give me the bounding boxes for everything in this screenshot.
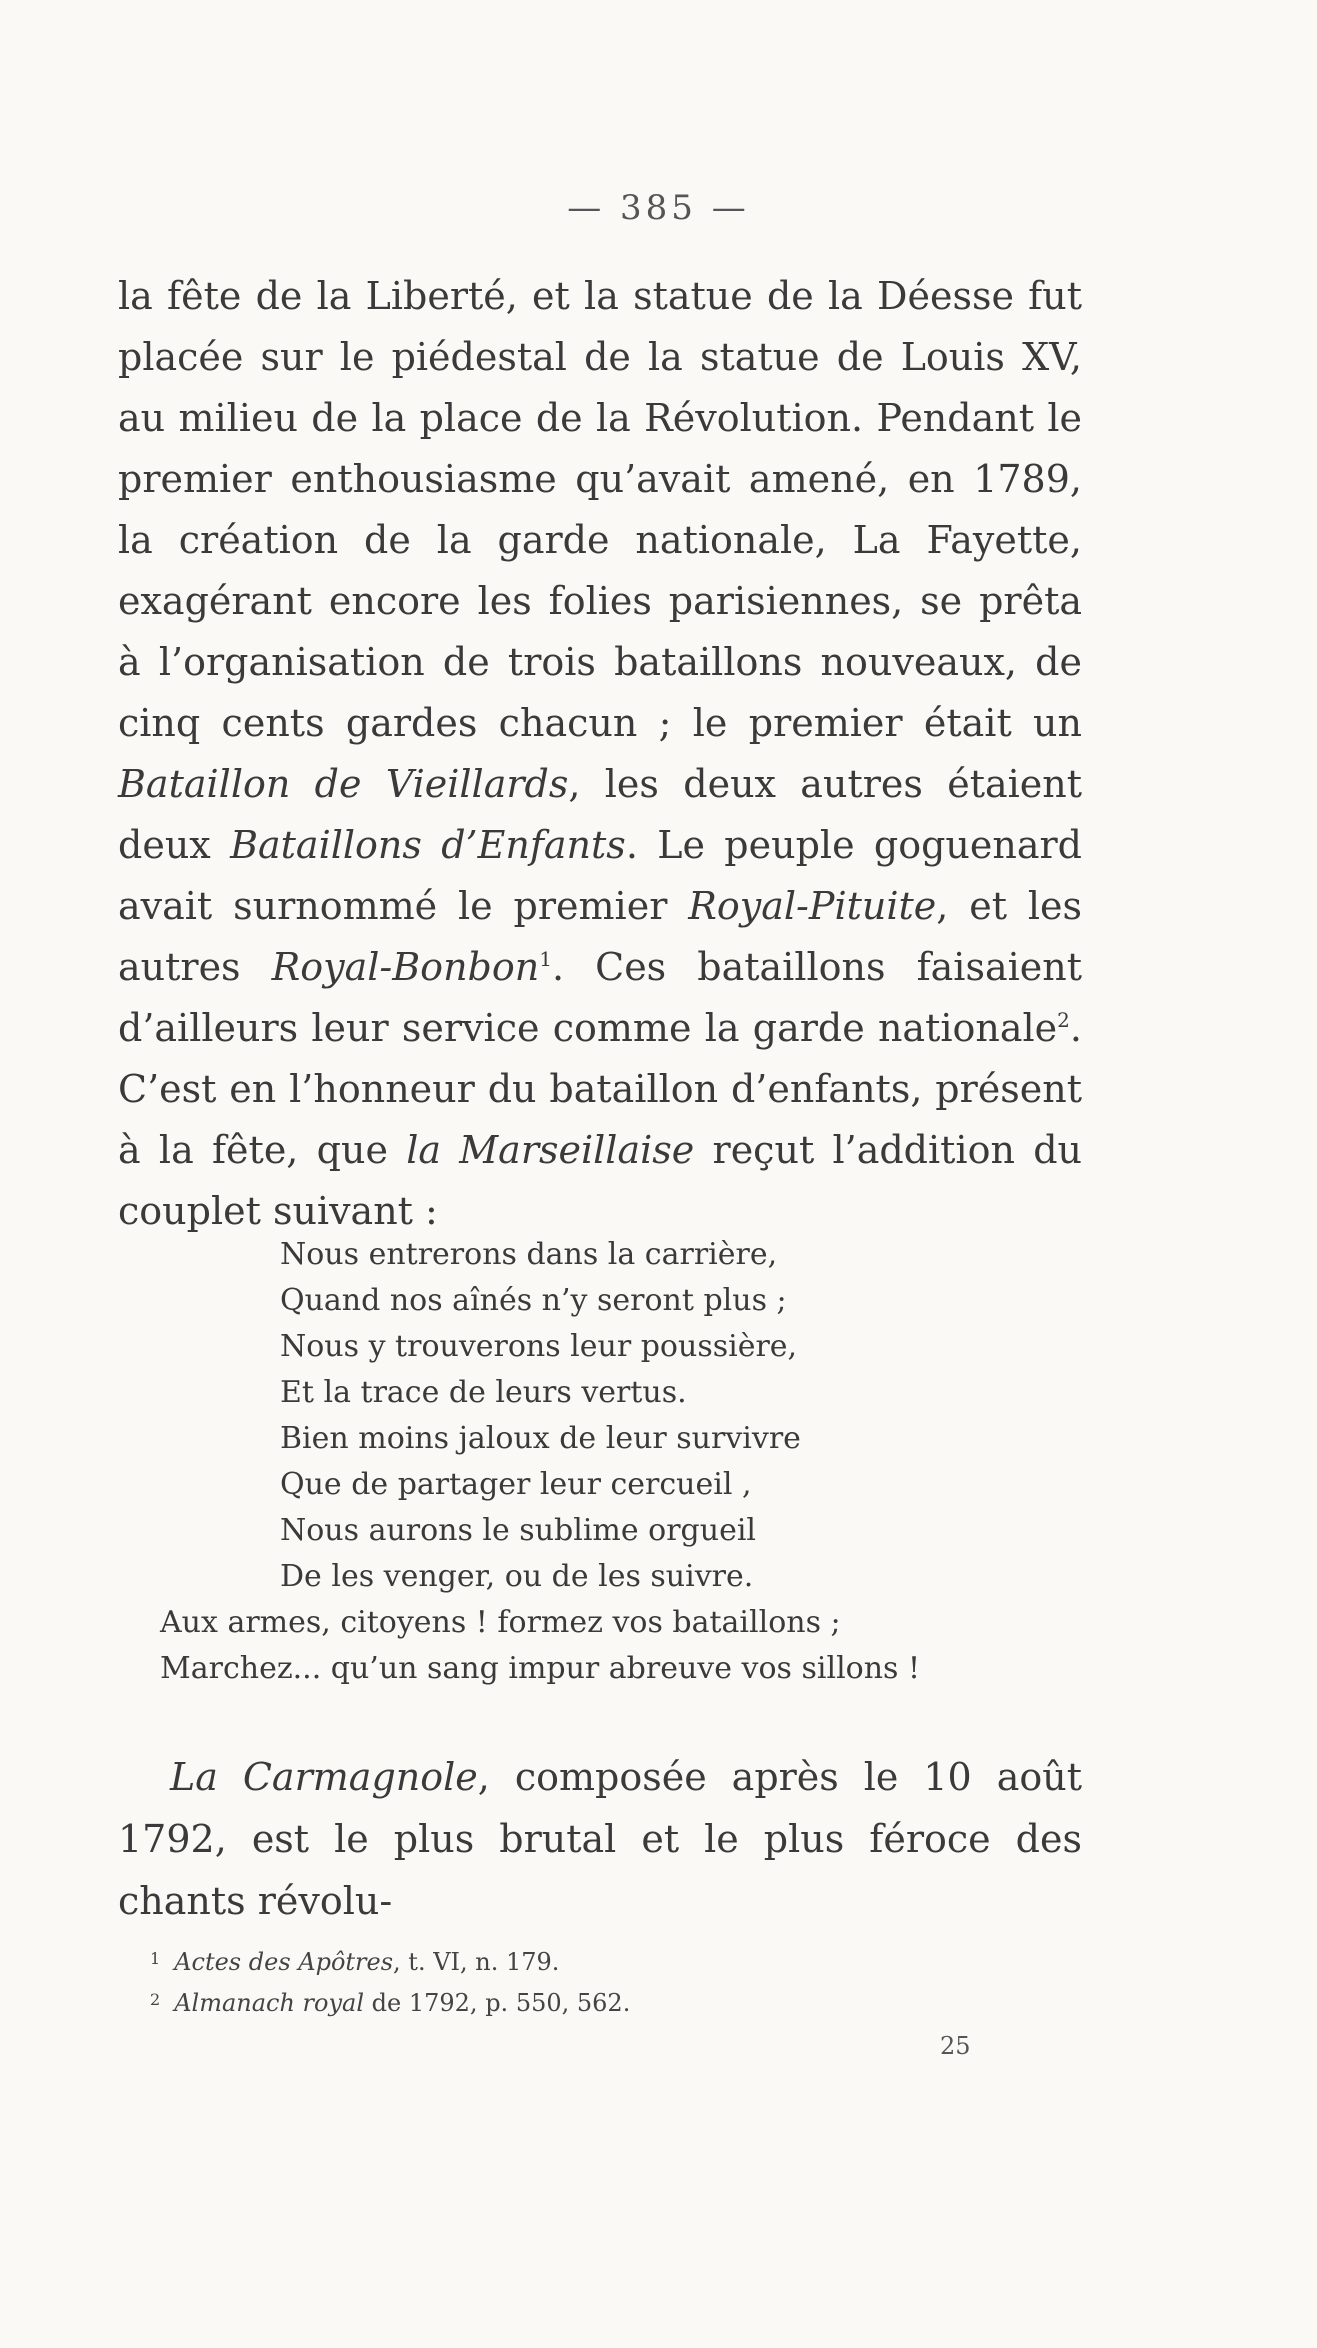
- paragraph-2: [118, 1746, 1082, 1932]
- paragraph-1: [118, 266, 1082, 1242]
- paragraph-text: , composée après le 10 août 1792, est le plus brutal et le plus féroce des chants révolu-: [118, 1755, 1082, 1923]
- verse-refrain-line: Aux armes, citoyens ! formez vos bataillons ;: [160, 1605, 841, 1640]
- verse-block: [0, 1232, 1317, 1692]
- footnote-text: de 1792, p. 550, 562.: [364, 1989, 631, 2017]
- italic-term: La Carmagnole: [170, 1755, 478, 1799]
- footnote-title: Almanach royal: [174, 1989, 365, 2017]
- verse-refrain-line: Marchez... qu’un sang impur abreuve vos sillons !: [160, 1651, 921, 1686]
- verse-line: Et la trace de leurs vertus.: [280, 1375, 687, 1410]
- verse-line: Nous aurons le sublime orgueil: [280, 1513, 757, 1548]
- paragraph-text: . Ces bataillons faisaient d’ailleurs leur service comme la garde nationale: [118, 945, 1083, 1050]
- paragraph-text: , les deux autres étaient deux: [118, 762, 1083, 867]
- footnote-ref-2: 2: [1057, 1008, 1070, 1032]
- footnote-1: [150, 1940, 1050, 1981]
- italic-term: Royal-Pituite: [688, 884, 937, 928]
- italic-term: Bataillons d’Enfants: [230, 823, 626, 867]
- verse-line: Bien moins jaloux de leur survivre: [280, 1421, 801, 1456]
- verse-line: Que de partager leur cercueil ,: [280, 1467, 752, 1502]
- verse-line: Quand nos aînés n’y seront plus ;: [280, 1283, 787, 1318]
- footnote-2: [150, 1981, 1050, 2022]
- footnote-ref-1: 1: [539, 947, 552, 971]
- signature-mark: 25: [940, 2032, 971, 2060]
- italic-term: Bataillon de Vieillards: [118, 762, 569, 806]
- footnote-marker: 2: [150, 1990, 161, 2009]
- paragraph-text: reçut l’addition du couplet suivant :: [118, 1128, 1082, 1233]
- page-number: — 385 —: [567, 188, 750, 228]
- paragraph-text: . Le peuple goguenard avait surnommé le premier: [118, 823, 1083, 928]
- footnotes: [150, 1940, 1050, 2022]
- footnote-text: , t. VI, n. 179.: [393, 1948, 560, 1976]
- verse-line: De les venger, ou de les suivre.: [280, 1559, 754, 1594]
- italic-term: Royal-Bonbon: [271, 945, 540, 989]
- italic-term: la Marseillaise: [406, 1128, 695, 1172]
- footnote-marker: 1: [150, 1949, 161, 1968]
- footnote-title: Actes des Apôtres: [174, 1948, 394, 1976]
- paragraph-text: . C’est en l’honneur du bataillon d’enfants, présent à la fête, que: [118, 1006, 1082, 1172]
- verse-line: Nous entrerons dans la carrière,: [280, 1237, 778, 1272]
- paragraph-text: , et les autres: [118, 884, 1083, 989]
- paragraph-text: la fête de la Liberté, et la statue de la Déesse fut placée sur le piédestal de la statue de Louis XV, au milieu de la place de la Révolution. Pendant le premier enthousiasme qu’avait amené, en 1789, la création de la garde nationale, La Fayette, exagérant encore les folies parisiennes, se prêta à l’organisation de trois bataillons nouveaux, de cinq cents gardes chacun ; le premier était un: [118, 274, 1082, 745]
- verse-line: Nous y trouverons leur poussière,: [280, 1329, 798, 1364]
